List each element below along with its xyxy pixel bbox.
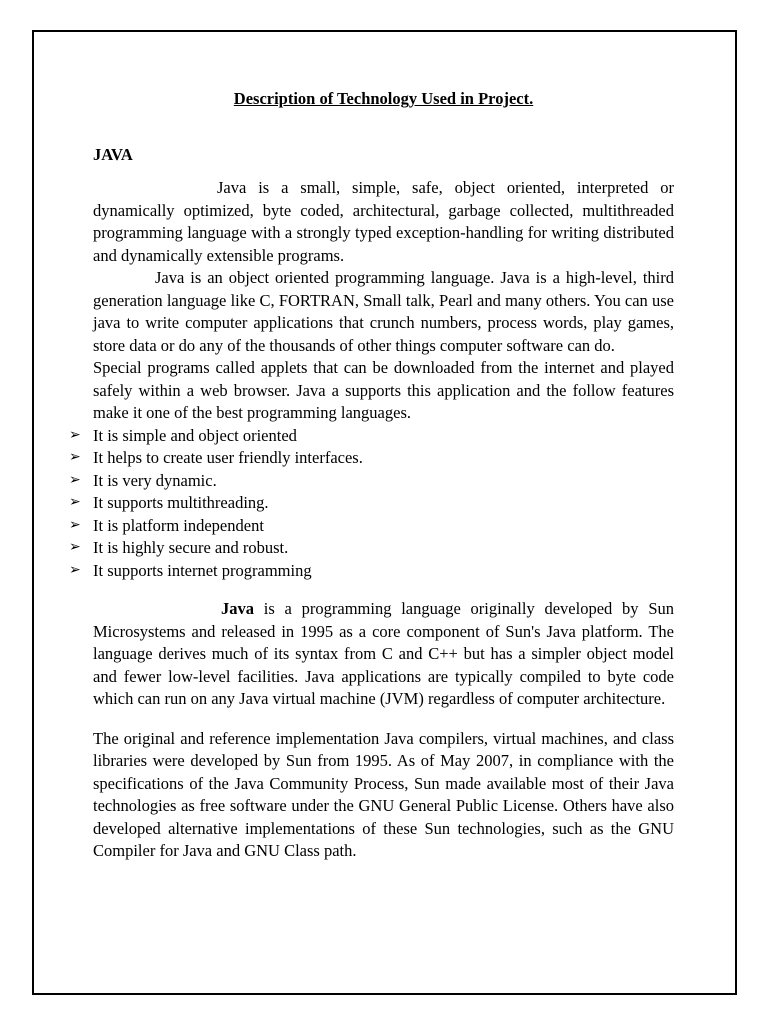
arrow-bullet-icon: ➢ [69, 562, 81, 578]
arrow-bullet-icon: ➢ [69, 540, 81, 555]
list-item-text: It supports multithreading. [93, 493, 269, 512]
list-item-text: It is simple and object oriented [93, 425, 297, 445]
list-item [69, 492, 674, 515]
document-body [69, 88, 674, 863]
paragraph-4-text: is a programming language originally developed by Sun Microsystems and released in 1995 as a core component of Sun's Java platform. The language derives much of its syntax from C and C++ but has a simpler object model and fewer low-level facilities. Java applications are typically compiled to byte code which can run on any Java virtual machine (JVM) regardless of computer architecture. [93, 599, 674, 708]
paragraph-2: Java is an object oriented programming language. Java is a high-level, third generation language like C, FORTRAN, Small talk, Pearl and many others. You can use java to write computer applications that crunch numbers, process words, play games, store data or do any of the thousands of other things computer software can do. [93, 268, 674, 355]
paragraph-3: Special programs called applets that can be downloaded from the internet and played safely within a web browser. Java a supports this application and the follow features make it one of the best programming languages. [93, 358, 674, 422]
section-heading-java: JAVA [93, 144, 133, 164]
paragraph-5: The original and reference implementation Java compilers, virtual machines, and class libraries were developed by Sun from 1995. As of May 2007, in compliance with the specifications of the Java Community Process, Sun made available most of their Java technologies as free software under the GNU General Public License. Others have also developed alternative implementations of these Sun technologies, such as the GNU Compiler for Java and GNU Class path. [93, 728, 674, 860]
paragraph-4 [93, 598, 674, 711]
arrow-bullet-icon: ➢ [69, 495, 81, 510]
list-item [69, 470, 674, 493]
list-item-text: It is very dynamic. [93, 470, 217, 490]
list-item-text: It is highly secure and robust. [93, 538, 289, 557]
java-bold-term: Java [221, 599, 254, 618]
list-item [69, 447, 674, 470]
feature-list [69, 425, 674, 583]
arrow-bullet-icon: ➢ [69, 427, 81, 443]
list-item [69, 537, 674, 560]
arrow-bullet-icon: ➢ [69, 517, 81, 533]
list-item [69, 425, 674, 448]
arrow-bullet-icon: ➢ [69, 472, 81, 488]
paragraph-1: Java is a small, simple, safe, object oriented, interpreted or dynamically optimized, byte coded, architectural, garbage collected, multithreaded programming language with a strongly typed exception-handling for writing distributed and dynamically extensible programs. [93, 178, 674, 265]
list-item-text: It supports internet programming [93, 560, 312, 580]
arrow-bullet-icon: ➢ [69, 450, 81, 465]
list-item-text: It is platform independent [93, 515, 264, 535]
page-title: Description of Technology Used in Project. [233, 89, 534, 108]
list-item [69, 560, 674, 583]
list-item-text: It helps to create user friendly interfaces. [93, 448, 363, 467]
list-item [69, 515, 674, 538]
